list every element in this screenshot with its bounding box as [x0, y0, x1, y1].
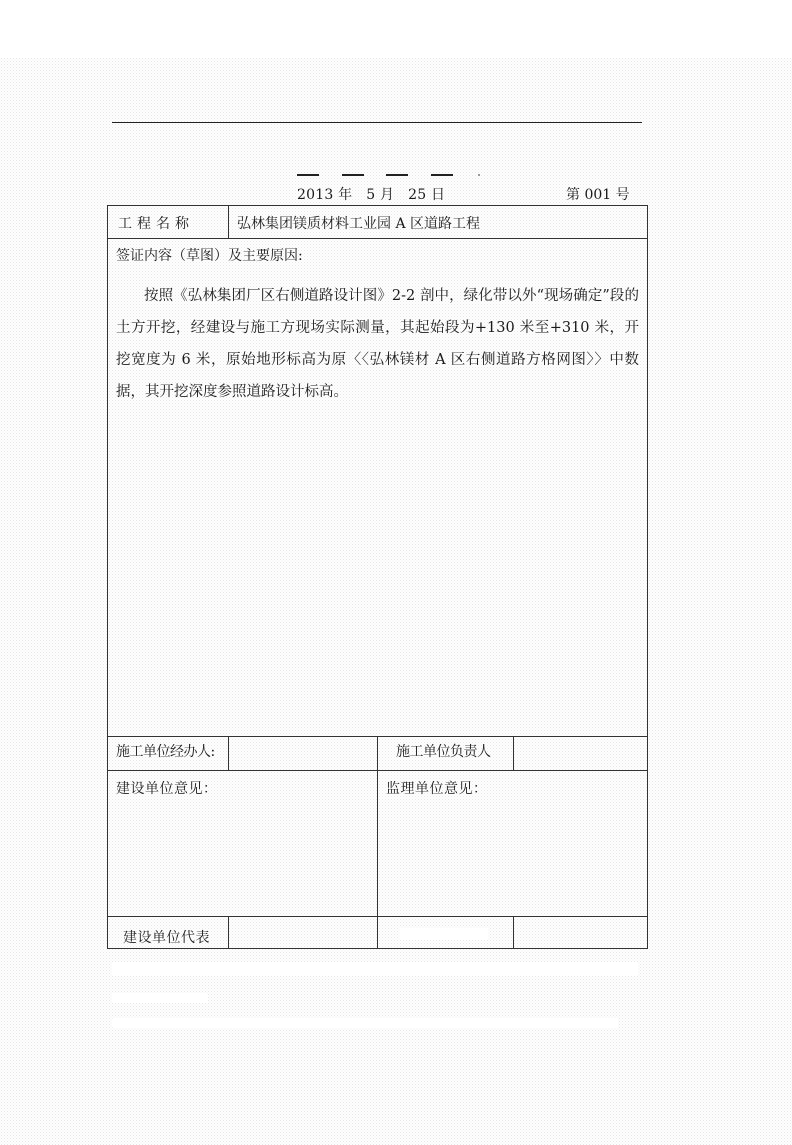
contractor-lead-label: 施工单位负责人 [378, 737, 514, 771]
content-heading: 签证内容（草图）及主要原因: [116, 248, 303, 264]
page-top-margin [0, 0, 792, 58]
supervisor-rep-label-cell [378, 917, 514, 949]
title-dash [431, 174, 453, 176]
whiteout-mark [400, 928, 488, 940]
representative-row [108, 917, 648, 949]
owner-rep-label: 建设单位代表 [108, 917, 229, 949]
content-cell [108, 239, 648, 737]
contractor-handler-label: 施工单位经办人: [108, 737, 229, 771]
faint-band [112, 1018, 618, 1028]
content-row [108, 239, 648, 737]
contractor-handler-field[interactable] [229, 737, 378, 771]
supervisor-opinion-label: 监理单位意见： [378, 771, 648, 917]
content-body: 按照《弘林集团厂区右侧道路设计图》2-2 剖中，绿化带以外“现场确定”段的土方开挖，经建设与施工方现场实际测量，其起始段为+130 米至+310 米，开挖宽度为 6 米，原始地形标高为原〈〈弘林镁材 A 区右侧道路方格网图〉〉中数据，其开挖深度参照道路设计标高。 [116, 288, 640, 400]
visa-form-table [107, 205, 648, 949]
document-number: 第 001 号 [566, 187, 630, 203]
title-dash [297, 174, 319, 176]
opinion-row [108, 771, 648, 917]
owner-rep-field[interactable] [229, 917, 378, 949]
title-dash [386, 174, 408, 176]
title-dash [342, 174, 364, 176]
signature-row [108, 737, 648, 771]
owner-opinion-label: 建设单位意见： [108, 771, 378, 917]
project-name-label: 工程名称 [108, 206, 229, 239]
top-rule [112, 122, 642, 123]
project-name-value: 弘林集团镁质材料工业园 A 区道路工程 [229, 206, 648, 239]
contractor-lead-field[interactable] [514, 737, 648, 771]
supervisor-rep-field[interactable] [514, 917, 648, 949]
project-name-row [108, 206, 648, 239]
title-dot [478, 174, 480, 176]
faint-band [112, 962, 638, 976]
date-line: 2013 年 5 月 25 日 [297, 187, 446, 203]
faint-band [112, 993, 208, 1003]
